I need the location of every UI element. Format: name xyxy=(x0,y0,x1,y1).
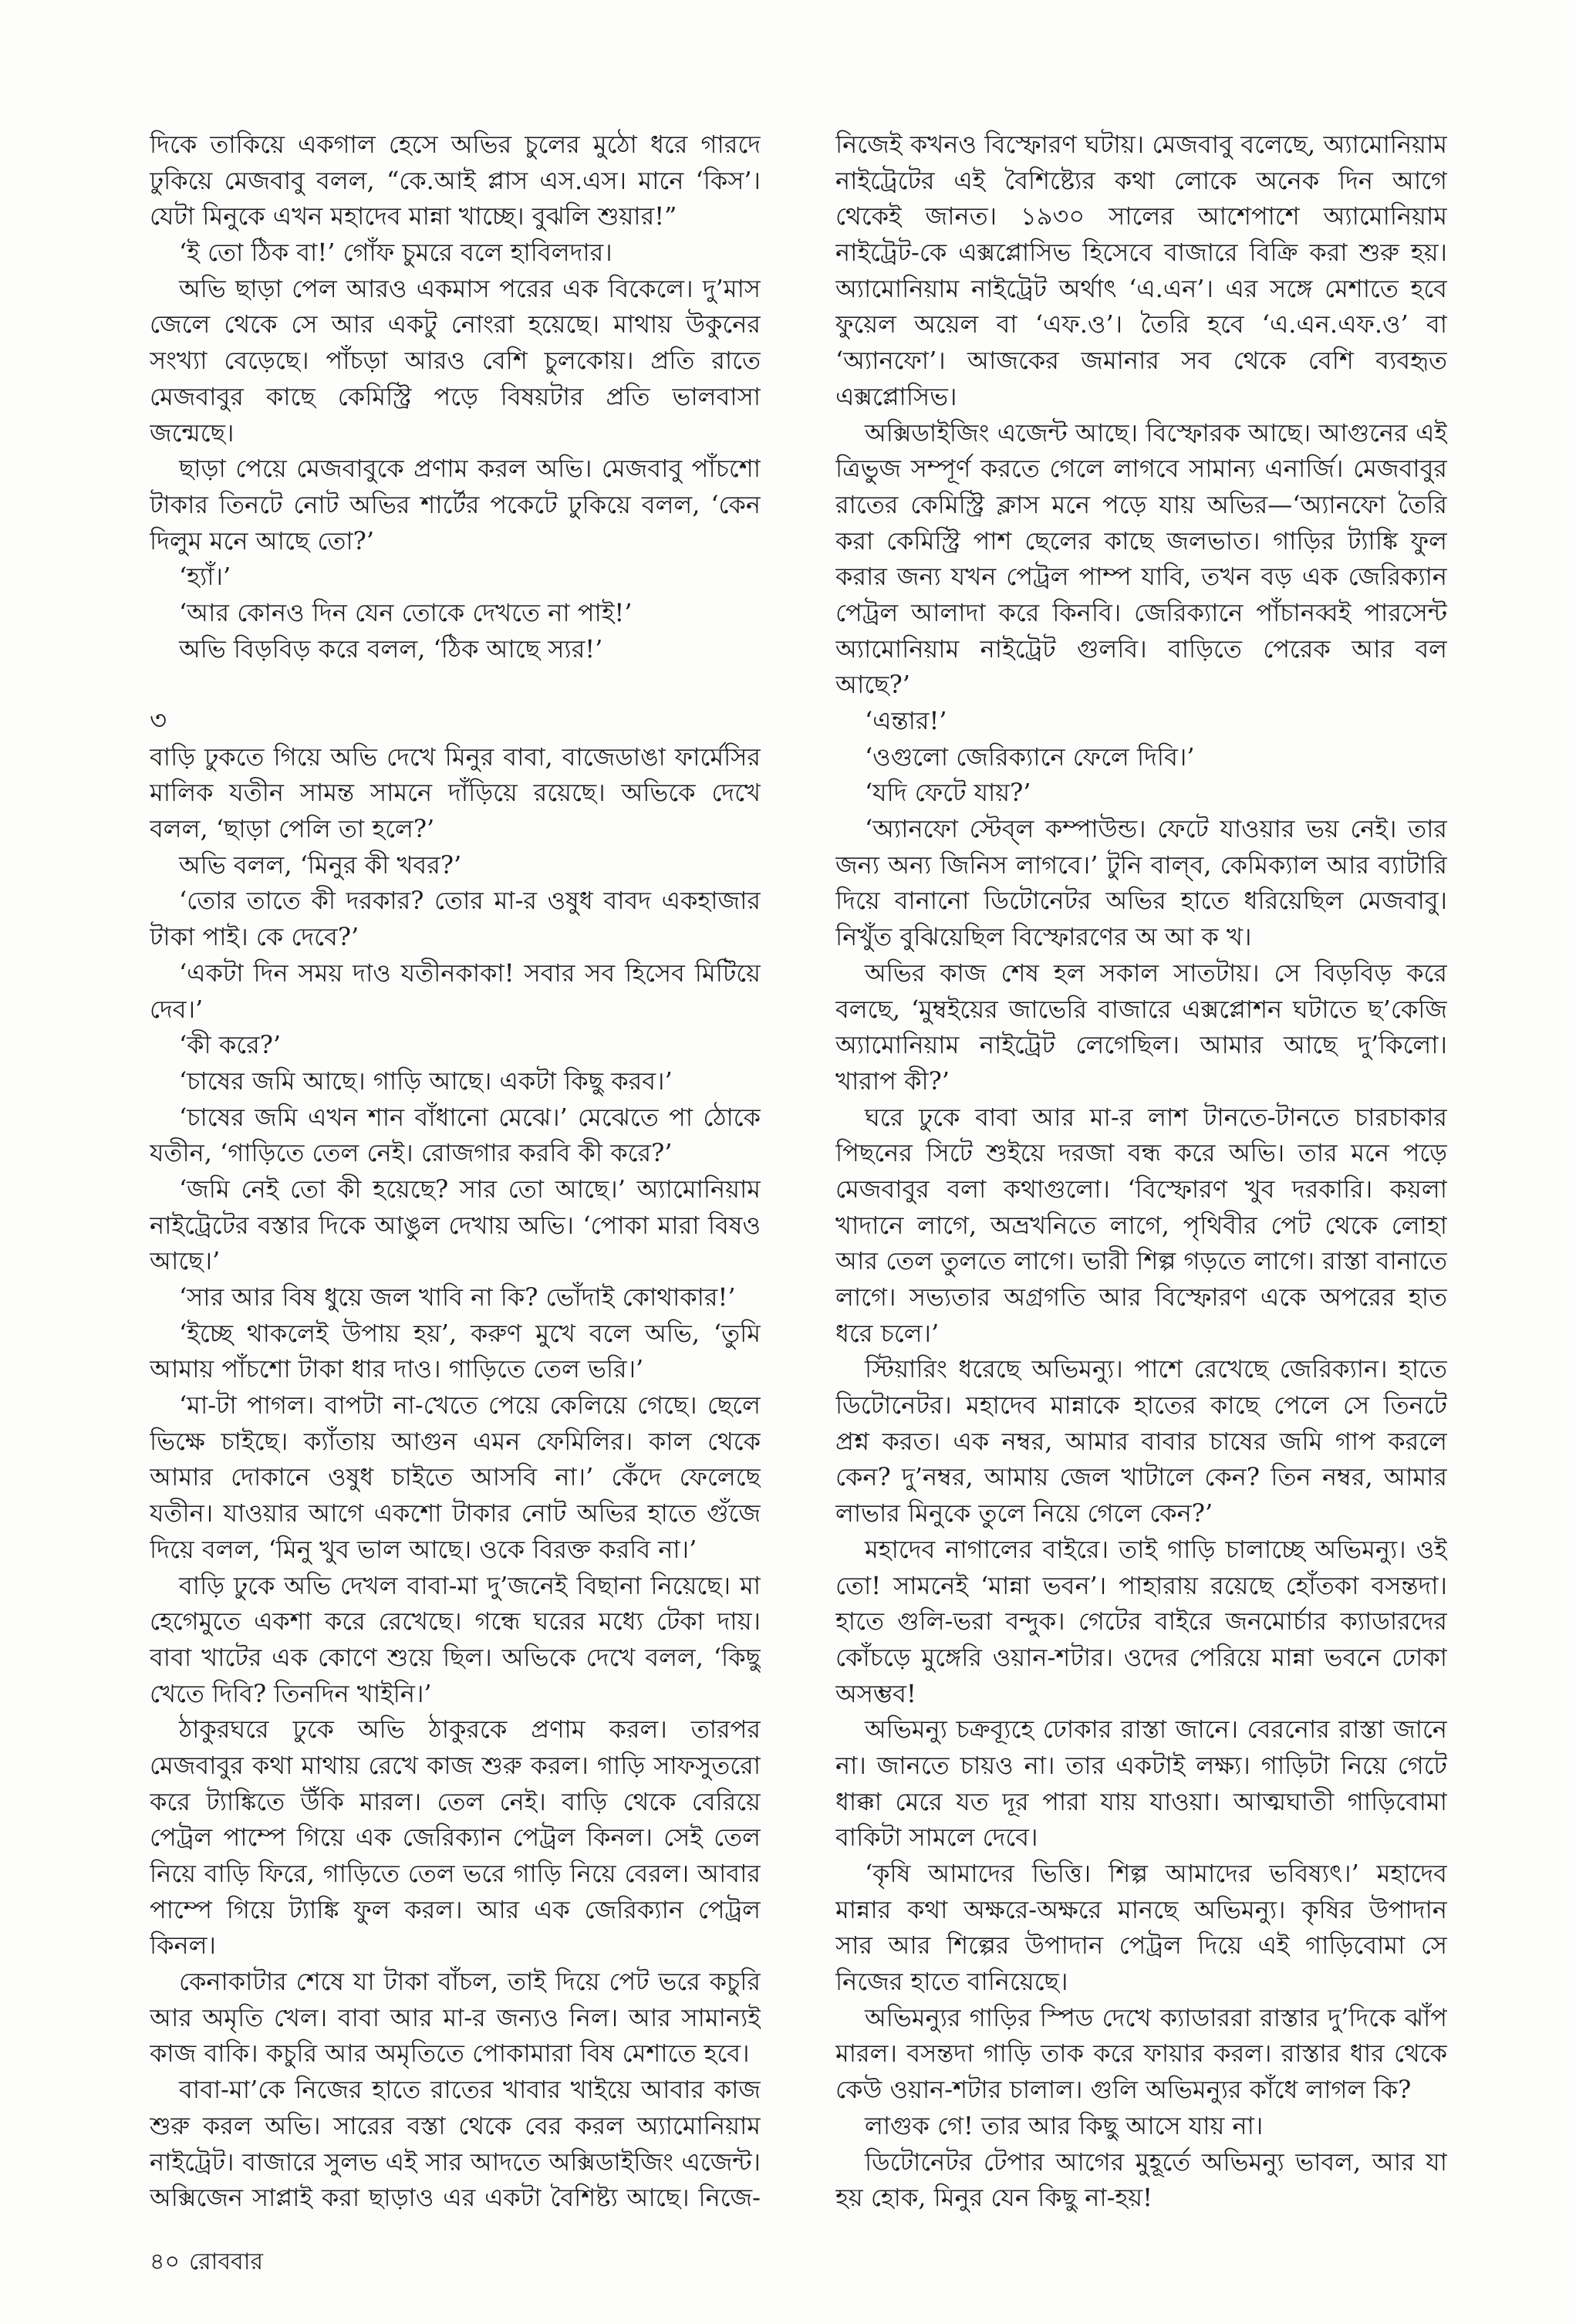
text-line: মেজবাবুর কাছে কেমিস্ট্রি পড়ে বিষয়টার প্রতি ভালবাসা xyxy=(150,381,761,411)
text-line: আর অমৃতি খেল। বাবা আর মা-র জন্যও নিল। আর সামান্যই xyxy=(150,2002,761,2032)
paragraph xyxy=(835,739,1447,775)
text-line: স্টিয়ারিং ধরেছে অভিমন্যু। পাশে রেখেছে জেরিক্যান। হাতে xyxy=(865,1354,1447,1384)
text-line: লাগুক গে! তার আর কিছু আসে যায় না। xyxy=(865,2110,1264,2140)
text-line: দিয়ে বানানো ডিটোনেটর অভির হাতে ধরিয়েছিল মেজবাবু। xyxy=(835,886,1447,916)
text-line: ‘ইচ্ছে থাকলেই উপায় হয়’, করুণ মুখে বলে অভি, ‘তুমি xyxy=(179,1318,761,1348)
text-line: নিজেই কখনও বিস্ফোরণ ঘটায়। মেজবাবু বলেছে, অ্যামোনিয়াম xyxy=(835,130,1447,159)
text-line: ফুয়েল অয়েল বা ‘এফ.ও’। তৈরি হবে ‘এ.এন.এফ.ও’ বা xyxy=(835,309,1447,339)
text-line: পেট্রল পাম্পে গিয়ে এক জেরিক্যান পেট্রল কিনল। সেই তেল xyxy=(150,1822,761,1853)
text-line: ‘একটা দিন সময় দাও যতীনকাকা! সবার সব হিসেব মিটিয়ে xyxy=(179,958,761,988)
text-line: প্রশ্ন করত। এক নম্বর, আমার বাবার চাষের জমি গাপ করলে xyxy=(835,1426,1447,1456)
text-line: অসম্ভব! xyxy=(835,1678,916,1708)
text-line: সার আর শিল্পের উপাদান পেট্রল দিয়ে এই গাড়িবোমা সে xyxy=(835,1930,1447,1961)
text-line: বাকিটা সামলে দেবে। xyxy=(835,1822,1038,1853)
paragraph xyxy=(150,235,761,271)
text-line: ভিক্ষে চাইছে। ক্যাঁতায় আগুন এমন ফেমিলির। কাল থেকে xyxy=(150,1426,761,1456)
text-line: আছে?’ xyxy=(835,670,910,700)
paragraph xyxy=(150,1964,761,2072)
text-line: ‘আর কোনও দিন যেন তোকে দেখতে না পাই!’ xyxy=(179,597,633,627)
text-line: থেকেই জানত। ১৯৩০ সালের আশেপাশে অ্যামোনিয়াম xyxy=(835,201,1447,231)
paragraph xyxy=(150,955,761,1027)
text-line: ‘হ্যাঁ।’ xyxy=(179,562,231,592)
text-line: লাভার মিনুকে তুলে নিয়ে গেলে কেন?’ xyxy=(835,1498,1213,1529)
text-line: দেব।’ xyxy=(150,994,204,1024)
paragraph xyxy=(150,739,761,847)
text-line: ‘কী করে?’ xyxy=(179,1030,282,1060)
text-line: আমায় পাঁচশো টাকা ধার দাও। গাড়িতে তেল ভরি।’ xyxy=(150,1354,644,1384)
text-line: অ্যামোনিয়াম নাইট্রেট অর্থাৎ ‘এ.এন’। এর সঙ্গে মেশাতে হবে xyxy=(835,273,1447,303)
text-line: দিয়ে বলল, ‘মিনু খুব ভাল আছে। ওকে বিরক্ত করবি না।’ xyxy=(150,1534,697,1564)
paragraph xyxy=(835,775,1447,811)
paragraph xyxy=(150,631,761,667)
text-line: ‘ওগুলো জেরিক্যানে ফেলে দিবি।’ xyxy=(865,741,1195,772)
text-line: ডিটোনেটর। মহাদেব মান্নাকে হাতের কাছে পেলে সে তিনটে xyxy=(835,1390,1447,1420)
paragraph xyxy=(150,883,761,954)
text-line: নাইট্রেটের বস্তার দিকে আঙুল দেখায় অভি। ‘পোকা মারা বিষও xyxy=(150,1210,761,1240)
text-line: করে ট্যাঙ্কিতে উঁকি মারল। তেল নেই। বাড়ি থেকে বেরিয়ে xyxy=(150,1786,761,1816)
text-line: আছে।’ xyxy=(150,1246,221,1276)
text-line: নিয়ে বাড়ি ফিরে, গাড়িতে তেল ভরে গাড়ি নিয়ে বেরল। আবার xyxy=(150,1859,761,1888)
paragraph xyxy=(150,1568,761,1712)
paragraph xyxy=(835,1532,1447,1711)
text-line: আর তেল তুলতে লাগে। ভারী শিল্প গড়তে লাগে। রাস্তা বানাতে xyxy=(835,1246,1447,1276)
text-line: বাবা খাটের এক কোণে শুয়ে ছিল। অভিকে দেখে বলল, ‘কিছু xyxy=(150,1642,761,1672)
text-line: টাকা পাই। কে দেবে?’ xyxy=(150,922,359,952)
paragraph xyxy=(835,703,1447,739)
text-line: শুরু করল অভি। সারের বস্তা থেকে বের করল অ্যামোনিয়াম xyxy=(150,2110,761,2140)
text-line: নিখুঁত বুঝিয়েছিল বিস্ফোরণের অ আ ক খ। xyxy=(835,922,1252,952)
text-line: দিকে তাকিয়ে একগাল হেসে অভির চুলের মুঠো ধরে গারদে xyxy=(150,130,761,159)
text-line: কেউ ওয়ান-শটার চালাল। গুলি অভিমন্যুর কাঁধে লাগল কি? xyxy=(835,2075,1412,2105)
paragraph xyxy=(835,1856,1447,2000)
text-line: অভি বলল, ‘মিনুর কী খবর?’ xyxy=(179,850,462,880)
text-line: মেজবাবুর কথা মাথায় রেখে কাজ শুরু করল। গাড়ি সাফসুতরো xyxy=(150,1750,761,1780)
paragraph xyxy=(835,2000,1447,2108)
text-line: হাতে গুলি-ভরা বন্দুক। গেটের বাইরে জনমোর্চার ক্যাডারদের xyxy=(835,1606,1447,1637)
text-line: অক্সিডাইজিং এজেন্ট আছে। বিস্ফোরক আছে। আগুনের এই xyxy=(865,417,1447,448)
paragraph xyxy=(835,2144,1447,2216)
paragraph xyxy=(835,415,1447,704)
paragraph xyxy=(150,1027,761,1063)
text-line: ডিটোনেটর টেপার আগের মুহূর্তে অভিমন্যু ভাবল, আর যা xyxy=(865,2147,1447,2177)
paragraph xyxy=(150,1316,761,1387)
page-footer xyxy=(150,2244,263,2281)
text-line: অভিমন্যু চক্রব্যূহে ঢোকার রাস্তা জানে। বেরনোর রাস্তা জানে xyxy=(865,1714,1447,1745)
paragraph xyxy=(150,1063,761,1100)
paragraph xyxy=(150,1100,761,1171)
paragraph xyxy=(150,559,761,595)
text-line: টাকার তিনটে নোট অভির শার্টের পকেটে ঢুকিয়ে বলল, ‘কেন xyxy=(150,489,761,519)
text-line: মারল। বসন্তদা গাড়ি তাক করে ফায়ার করল। রাস্তার ধার থেকে xyxy=(835,2039,1447,2069)
paragraph xyxy=(835,811,1447,955)
text-line: জেলে থেকে সে আর একটু নোংরা হয়েছে। মাথায় উকুনের xyxy=(150,309,761,339)
text-line: ছাড়া পেয়ে মেজবাবুকে প্রণাম করল অভি। মেজবাবু পাঁচশো xyxy=(179,454,761,484)
text-line: ‘অ্যানফো স্টেব্‌ল কম্পাউন্ড। ফেটে যাওয়ার ভয় নেই। তার xyxy=(865,814,1447,844)
text-line: যতীন। যাওয়ার আগে একশো টাকার নোট অভির হাতে গুঁজে xyxy=(150,1498,761,1529)
text-line: কেনাকাটার শেষে যা টাকা বাঁচল, তাই দিয়ে পেট ভরে কচুরি xyxy=(179,1967,761,1997)
text-line: যতীন, ‘গাড়িতে তেল নেই। রোজগার করবি কী করে?’ xyxy=(150,1138,673,1168)
text-line: জন্মেছে। xyxy=(150,417,235,448)
left-column xyxy=(150,127,761,2216)
text-line: পিছনের সিটে শুইয়ে দরজা বন্ধ করে অভি। তার মনে পড়ে xyxy=(835,1138,1447,1168)
section-number: ৩ xyxy=(150,705,167,736)
text-line: ‘মা-টা পাগল। বাপটা না-খেতে পেয়ে কেলিয়ে গেছে। ছেলে xyxy=(179,1390,761,1420)
text-line: সংখ্যা বেড়েছে। পাঁচড়া আরও বেশি চুলকোয়। প্রতি রাতে xyxy=(150,346,761,376)
paragraph xyxy=(835,2108,1447,2144)
text-line: খারাপ কী?’ xyxy=(835,1066,950,1096)
text-line: অ্যামোনিয়াম নাইট্রেট লেগেছিল। আমার আছে দু’কিলো। xyxy=(835,1030,1447,1060)
text-line: ঠাকুরঘরে ঢুকে অভি ঠাকুরকে প্রণাম করল। তারপর xyxy=(179,1714,761,1745)
text-line: মান্নার কথা অক্ষরে-অক্ষরে মানছে অভিমন্যু। কৃষির উপাদান xyxy=(835,1894,1447,1924)
text-line: রাতের কেমিস্ট্রি ক্লাস মনে পড়ে যায় অভির—‘অ্যানফো তৈরি xyxy=(835,489,1447,519)
paragraph xyxy=(835,1711,1447,1856)
text-line: নিজের হাতে বানিয়েছে। xyxy=(835,1967,1068,1997)
paragraph xyxy=(150,1171,761,1279)
paragraph xyxy=(150,127,761,235)
text-line: কোঁচড়ে মুঙ্গেরি ওয়ান-শটার। ওদের পেরিয়ে মান্না ভবনে ঢোকা xyxy=(835,1642,1447,1672)
paragraph xyxy=(835,955,1447,1100)
text-line: ‘ই তো ঠিক বা!’ গোঁফ চুমরে বলে হাবিলদার। xyxy=(179,238,613,268)
text-line: পাম্পে গিয়ে ট্যাঙ্কি ফুল করল। আর এক জেরিক্যান পেট্রল xyxy=(150,1894,761,1924)
text-line: অভির কাজ শেষ হল সকাল সাতটায়। সে বিড়বিড় করে xyxy=(865,958,1447,988)
text-line: বলছে, ‘মুম্বইয়ের জাভেরি বাজারে এক্সপ্লোশন ঘটাতে ছ’কেজি xyxy=(835,994,1447,1024)
text-line: খাদানে লাগে, অভ্রখনিতে লাগে, পৃথিবীর পেট থেকে লোহা xyxy=(835,1210,1447,1240)
text-line: ‘কৃষি আমাদের ভিত্তি। শিল্প আমাদের ভবিষ্যৎ।’ মহাদেব xyxy=(865,1859,1447,1888)
paragraph xyxy=(150,1711,761,1964)
text-line: ‘চাষের জমি আছে। গাড়ি আছে। একটা কিছু করব।’ xyxy=(179,1066,673,1096)
text-line: ‘তোর তাতে কী দরকার? তোর মা-র ওষুধ বাবদ একহাজার xyxy=(179,886,761,916)
text-line: ত্রিভুজ সম্পূর্ণ করতে গেলে লাগবে সামান্য এনার্জি। মেজবাবুর xyxy=(835,454,1447,484)
text-line: খেতে দিবি? তিনদিন খাইনি।’ xyxy=(150,1678,432,1708)
text-line: কাজ বাকি। কচুরি আর অমৃতিতে পোকামারা বিষ মেশাতে হবে। xyxy=(150,2039,750,2069)
text-line: ‘জমি নেই তো কী হয়েছে? সার তো আছে।’ অ্যামোনিয়াম xyxy=(179,1174,761,1204)
text-line: বলল, ‘ছাড়া পেলি তা হলে?’ xyxy=(150,814,435,844)
paragraph xyxy=(835,1351,1447,1531)
text-line: কেন? দু’নম্বর, আমায় জেল খাটালে কেন? তিন নম্বর, আমার xyxy=(835,1462,1447,1492)
right-column xyxy=(835,127,1447,2216)
text-line: অভি ছাড়া পেল আরও একমাস পরের এক বিকেলে। দু’মাস xyxy=(179,273,761,303)
text-line: মহাদেব নাগালের বাইরে। তাই গাড়ি চালাচ্ছে অভিমন্যু। ওই xyxy=(865,1534,1447,1564)
text-line: বাড়ি ঢুকতে গিয়ে অভি দেখে মিনুর বাবা, বাজেডাঙা ফার্মেসির xyxy=(150,741,761,772)
text-line: নাইট্রেটের এই বৈশিষ্ট্যের কথা লোকে অনেক দিন আগে xyxy=(835,165,1447,195)
text-line: নাইট্রেট। বাজারে সুলভ এই সার আদতে অক্সিডাইজিং এজেন্ট। xyxy=(150,2147,761,2177)
paragraph xyxy=(835,1100,1447,1352)
text-line: বাড়ি ঢুকে অভি দেখল বাবা-মা দু’জনেই বিছানা নিয়েছে। মা xyxy=(179,1570,761,1600)
text-line: তো! সামনেই ‘মান্না ভবন’। পাহারায় রয়েছে হোঁতকা বসন্তদা। xyxy=(835,1570,1447,1600)
text-line: ‘যদি ফেটে যায়?’ xyxy=(865,778,1031,808)
text-line: ‘অ্যানফো’। আজকের জমানার সব থেকে বেশি ব্যবহৃত xyxy=(835,346,1447,376)
text-line: হয় হোক, মিনুর যেন কিছু না-হয়! xyxy=(835,2183,1152,2213)
text-line: এক্সপ্লোসিভ। xyxy=(835,381,957,411)
text-line: দিলুম মনে আছে তো?’ xyxy=(150,525,374,556)
text-line: ঘরে ঢুকে বাবা আর মা-র লাশ টানতে-টানতে চারচাকার xyxy=(865,1102,1447,1132)
text-line: অভিমন্যুর গাড়ির স্পিড দেখে ক্যাডাররা রাস্তার দু’দিকে ঝাঁপ xyxy=(865,2002,1447,2032)
text-line: হেগেমুতে একশা করে রেখেছে। গন্ধে ঘরের মধ্যে টেকা দায়। xyxy=(150,1606,761,1637)
paragraph xyxy=(150,847,761,883)
paragraph xyxy=(150,451,761,559)
text-line: করা কেমিস্ট্রি পাশ ছেলের কাছে জলভাত। গাড়ির ট্যাঙ্কি ফুল xyxy=(835,525,1447,556)
text-line: মালিক যতীন সামন্ত সামনে দাঁড়িয়ে রয়েছে। অভিকে দেখে xyxy=(150,778,761,808)
text-line: কিনল। xyxy=(150,1930,216,1961)
text-line: বাবা-মা’কে নিজের হাতে রাতের খাবার খাইয়ে আবার কাজ xyxy=(179,2075,761,2105)
text-line: জন্য অন্য জিনিস লাগবে।’ টুনি বাল্‌ব, কেমিক্যাল আর ব্যাটারি xyxy=(835,850,1447,880)
text-line: যেটা মিনুকে এখন মহাদেব মান্না খাচ্ছে। বুঝলি শুয়ার!” xyxy=(150,201,677,231)
text-line: না। জানতে চায়ও না। তার একটাই লক্ষ্য। গাড়িটা নিয়ে গেটে xyxy=(835,1750,1447,1780)
paragraph xyxy=(150,1387,761,1567)
text-line: আমার দোকানে ওষুধ চাইতে আসবি না।’ কেঁদে ফেলেছে xyxy=(150,1462,761,1492)
page-number: ৪০ xyxy=(150,2248,180,2275)
text-line: করার জন্য যখন পেট্রল পাম্প যাবি, তখন বড় এক জেরিক্যান xyxy=(835,562,1447,592)
text-line: লাগে। সভ্যতার অগ্রগতি আর বিস্ফোরণ একে অপরের হাত xyxy=(835,1282,1447,1312)
text-line: পেট্রল আলাদা করে কিনবি। জেরিক্যানে পাঁচানব্বই পারসেন্ট xyxy=(835,597,1447,627)
text-line: ধরে চলে।’ xyxy=(835,1318,940,1348)
text-line: ঢুকিয়ে মেজবাবু বলল, “কে.আই প্লাস এস.এস। মানে ‘কিস’। xyxy=(150,165,761,195)
paragraph xyxy=(150,595,761,631)
text-line: মেজবাবুর বলা কথাগুলো। ‘বিস্ফোরণ খুব দরকারি। কয়লা xyxy=(835,1174,1447,1204)
text-line: ‘চাষের জমি এখন শান বাঁধানো মেঝে।’ মেঝেতে পা ঠোকে xyxy=(179,1102,761,1132)
text-line: ধাক্কা মেরে যত দূর পারা যায় যাওয়া। আত্মঘাতী গাড়িবোমা xyxy=(835,1786,1447,1816)
text-line: ‘সার আর বিষ ধুয়ে জল খাবি না কি? ভোঁদাই কোথাকার!’ xyxy=(179,1282,736,1312)
text-line: অক্সিজেন সাপ্লাই করা ছাড়াও এর একটা বৈশিষ্ট্য আছে। নিজে- xyxy=(150,2183,761,2213)
paragraph xyxy=(150,271,761,451)
text-line: অ্যামোনিয়াম নাইট্রেট গুলবি। বাড়িতে পেরেক আর বল xyxy=(835,633,1447,664)
paragraph xyxy=(835,127,1447,415)
text-line: অভি বিড়বিড় করে বলল, ‘ঠিক আছে স্যর!’ xyxy=(179,633,603,664)
publication-name: রোববার xyxy=(188,2248,263,2275)
paragraph xyxy=(150,2072,761,2216)
paragraph xyxy=(150,1279,761,1316)
text-line: ‘এন্তার!’ xyxy=(865,706,947,735)
text-line: নাইট্রেট-কে এক্সপ্লোসিভ হিসেবে বাজারে বিক্রি করা শুরু হয়। xyxy=(835,238,1447,268)
